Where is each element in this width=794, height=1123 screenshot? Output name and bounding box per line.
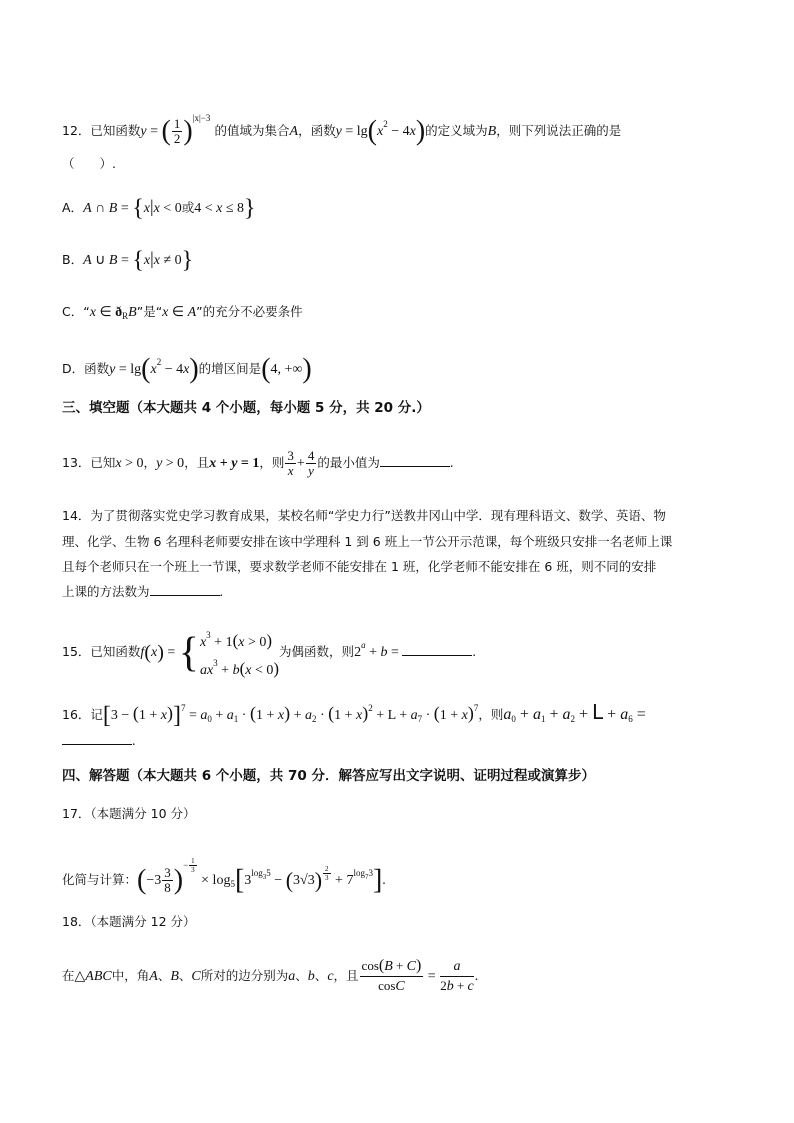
q14-line-1: 14．为了贯彻落实党史学习教育成果，某校名师“学史力行”送教井冈山中学．现有理科语文、数学、英语、物	[62, 508, 666, 523]
q12-option-d: D．函数$y = \lg(x^2 - 4x)$的增区间是(4, +∞)	[62, 353, 312, 385]
q14-answer-blank[interactable]	[150, 583, 220, 596]
section-3-heading: 三、填空题（本大题共 4 个小题，每小题 5 分，共 20 分.）	[62, 400, 430, 416]
q16-blank-line: .	[62, 732, 754, 752]
q12-option-c: C．“x ∈ $ð_RB$”是“x ∈ A”的充分不必要条件	[62, 304, 303, 321]
q14-line-4: 上课的方法数为 .	[62, 584, 224, 600]
section-4-heading: 四、解答题（本大题共 6 个小题，共 70 分．解答应写出文字说明、证明过程或演算步）	[62, 768, 595, 784]
q13: 13．已知x > 0，y > 0，且x + y = 1，则 $\frac{3}{x}$ + $\frac{4}{y}$ 的最小值为 .	[62, 448, 454, 478]
q16: 16．记$[3 - (1 + x)]^7 = a_0 + a_1 \cdot (1 + x) + a_2 \cdot (1 + x)^2 + L + a_7 \cdot (1 + x)^7$，则$a_0 + a_1 + a_2 + L + a_6$ =	[62, 700, 646, 729]
q15-answer-blank[interactable]	[402, 643, 472, 656]
q12-option-a: A．A ∩ B = {x|x < 0或4 < x ≤ 8}	[62, 195, 256, 222]
q14-line-2: 理、化学、生物 6 名理科老师要安排在该中学理科 1 到 6 班上一节公开示范课，每个班级只安排一名老师上课	[62, 534, 673, 549]
q12-stem: 12．已知函数y = ( $\frac{1}{2}$ )$^{|x|-3}$ 的值域为集合A，函数$y = \lg(x^2 - 4x)$的定义域为B，则下列说法正确的是	[62, 113, 622, 147]
q12-option-b: B．A ∪ B = {x|x ≠ 0}	[62, 247, 194, 274]
q18-heading: 18．（本题满分 12 分）	[62, 914, 196, 929]
q16-answer-blank[interactable]	[62, 732, 132, 745]
q17-heading: 17．（本题满分 10 分）	[62, 806, 196, 821]
q18-stem: 在△ABC中，角A、B、C所对的边分别为a、b、c，且 $\frac{\cos(B + C)}{\cos C}$ = $\frac{a}{2b + c}$ .	[62, 957, 479, 994]
q14-line-3: 且每个老师只在一个班上一节课，要求数学老师不能安排在 1 班，化学老师不能安排在 6 班，则不同的安排	[62, 559, 657, 574]
q15: 15．已知函数f(x) = { $x^3 + 1(x > 0)$ $ax^3 + b(x < 0)$ 为偶函数，则$2^a + b$ = .	[62, 629, 476, 678]
q17-expression: 化简与计算：(−3 $\frac{3}{8}$ )$^{- \frac{1}{3}}$ × $\log_5[3^{log_35} - (3√3)$ $^{\frac{2}{3}}$ + $7^{log_73}$].	[62, 857, 386, 896]
q12-paren: （ ）.	[62, 156, 116, 171]
q13-answer-blank[interactable]	[380, 454, 450, 467]
